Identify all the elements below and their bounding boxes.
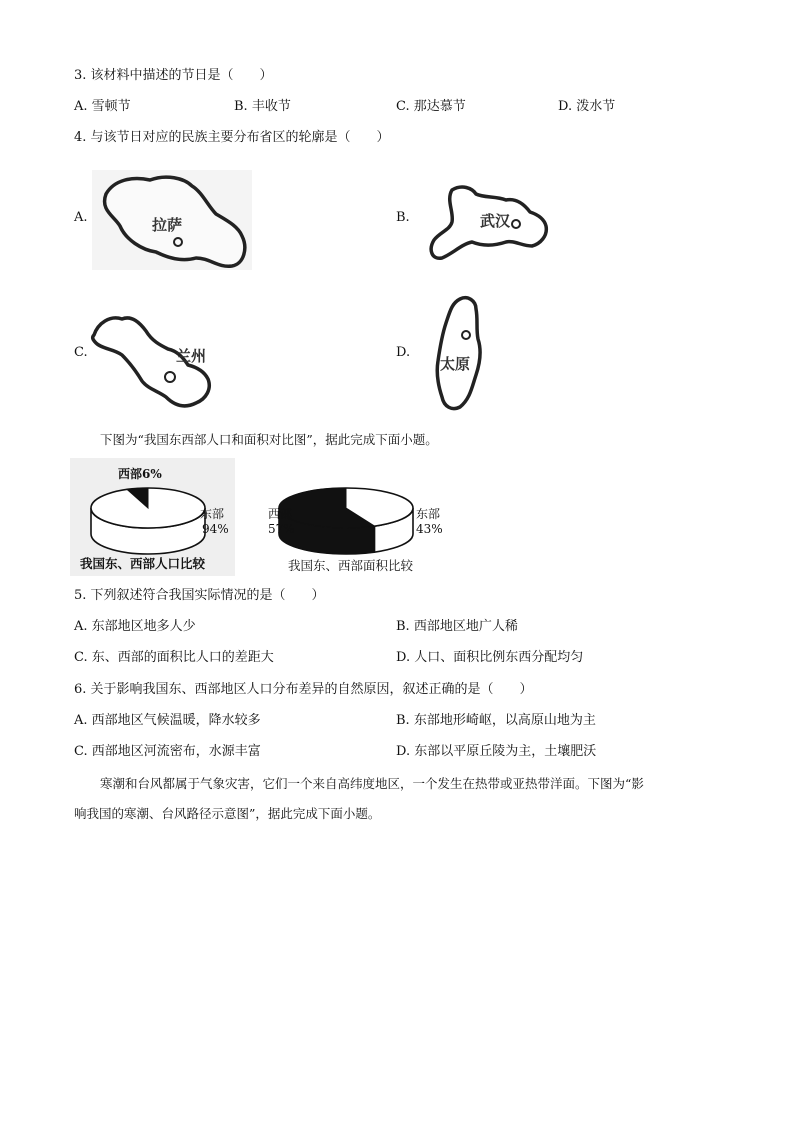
question-6-option-b: B. 东部地形崎岖，以高原山地为主	[396, 713, 596, 728]
tibet-outline-map	[92, 170, 252, 270]
question-4-option-a-letter: A.	[74, 210, 88, 225]
question-6-option-d: D. 东部以平原丘陵为主，土壤肥沃	[396, 744, 597, 759]
city-label-lhasa: 拉萨	[152, 216, 183, 234]
question-5-stem: 5. 下列叙述符合我国实际情况的是（ ）	[74, 588, 325, 603]
population-west-label: 西部6%	[118, 467, 162, 481]
hubei-outline-map	[424, 180, 554, 270]
question-5-option-a: A. 东部地区地多人少	[74, 619, 196, 634]
area-east-value: 43%	[416, 522, 443, 536]
question-5-option-d: D. 人口、面积比例东西分配均匀	[396, 650, 584, 665]
question-3-option-a: A. 雪顿节	[74, 99, 131, 114]
cold-wave-intro-line-2: 响我国的寒潮、台风路径示意图”，据此完成下面小题。	[74, 806, 381, 821]
question-3-option-d: D. 泼水节	[558, 99, 616, 114]
question-3-stem: 3. 该材料中描述的节日是（ ）	[74, 68, 273, 83]
chart-intro-paragraph: 下图为“我国东西部人口和面积对比图”，据此完成下面小题。	[100, 432, 438, 447]
area-west-value: 57%	[268, 522, 295, 536]
question-3-option-c: C. 那达慕节	[396, 99, 466, 114]
question-4-option-b-letter: B.	[396, 210, 410, 225]
population-east-label: 东部	[200, 507, 225, 521]
question-6-option-a: A. 西部地区气候温暖，降水较多	[74, 713, 261, 728]
area-west-label: 西部	[268, 507, 293, 521]
cold-wave-intro-line-1: 寒潮和台风都属于气象灾害，它们一个来自高纬度地区，一个发生在热带或亚热带洋面。下图为“影	[100, 776, 644, 791]
question-4-option-d-letter: D.	[396, 345, 411, 360]
city-label-taiyuan: 太原	[440, 355, 471, 373]
shanxi-outline-map	[420, 295, 500, 413]
area-chart-title: 我国东、西部面积比较	[288, 558, 414, 573]
area-east-label: 东部	[416, 507, 441, 521]
gansu-outline-map	[88, 305, 218, 415]
question-5-option-b: B. 西部地区地广人稀	[396, 619, 518, 634]
question-5-option-c: C. 东、西部的面积比人口的差距大	[74, 650, 274, 665]
east-west-pie-charts	[70, 458, 450, 576]
city-label-wuhan: 武汉	[480, 212, 511, 230]
question-3-option-b: B. 丰收节	[234, 99, 291, 114]
question-4-option-c-letter: C.	[74, 345, 88, 360]
question-6-stem: 6. 关于影响我国东、西部地区人口分布差异的自然原因，叙述正确的是（ ）	[74, 682, 533, 697]
population-chart-title: 我国东、西部人口比较	[80, 556, 206, 571]
city-label-lanzhou: 兰州	[176, 347, 207, 365]
question-6-option-c: C. 西部地区河流密布，水源丰富	[74, 744, 261, 759]
question-4-stem: 4. 与该节日对应的民族主要分布省区的轮廓是（ ）	[74, 130, 390, 145]
population-east-value: 94%	[202, 522, 229, 536]
